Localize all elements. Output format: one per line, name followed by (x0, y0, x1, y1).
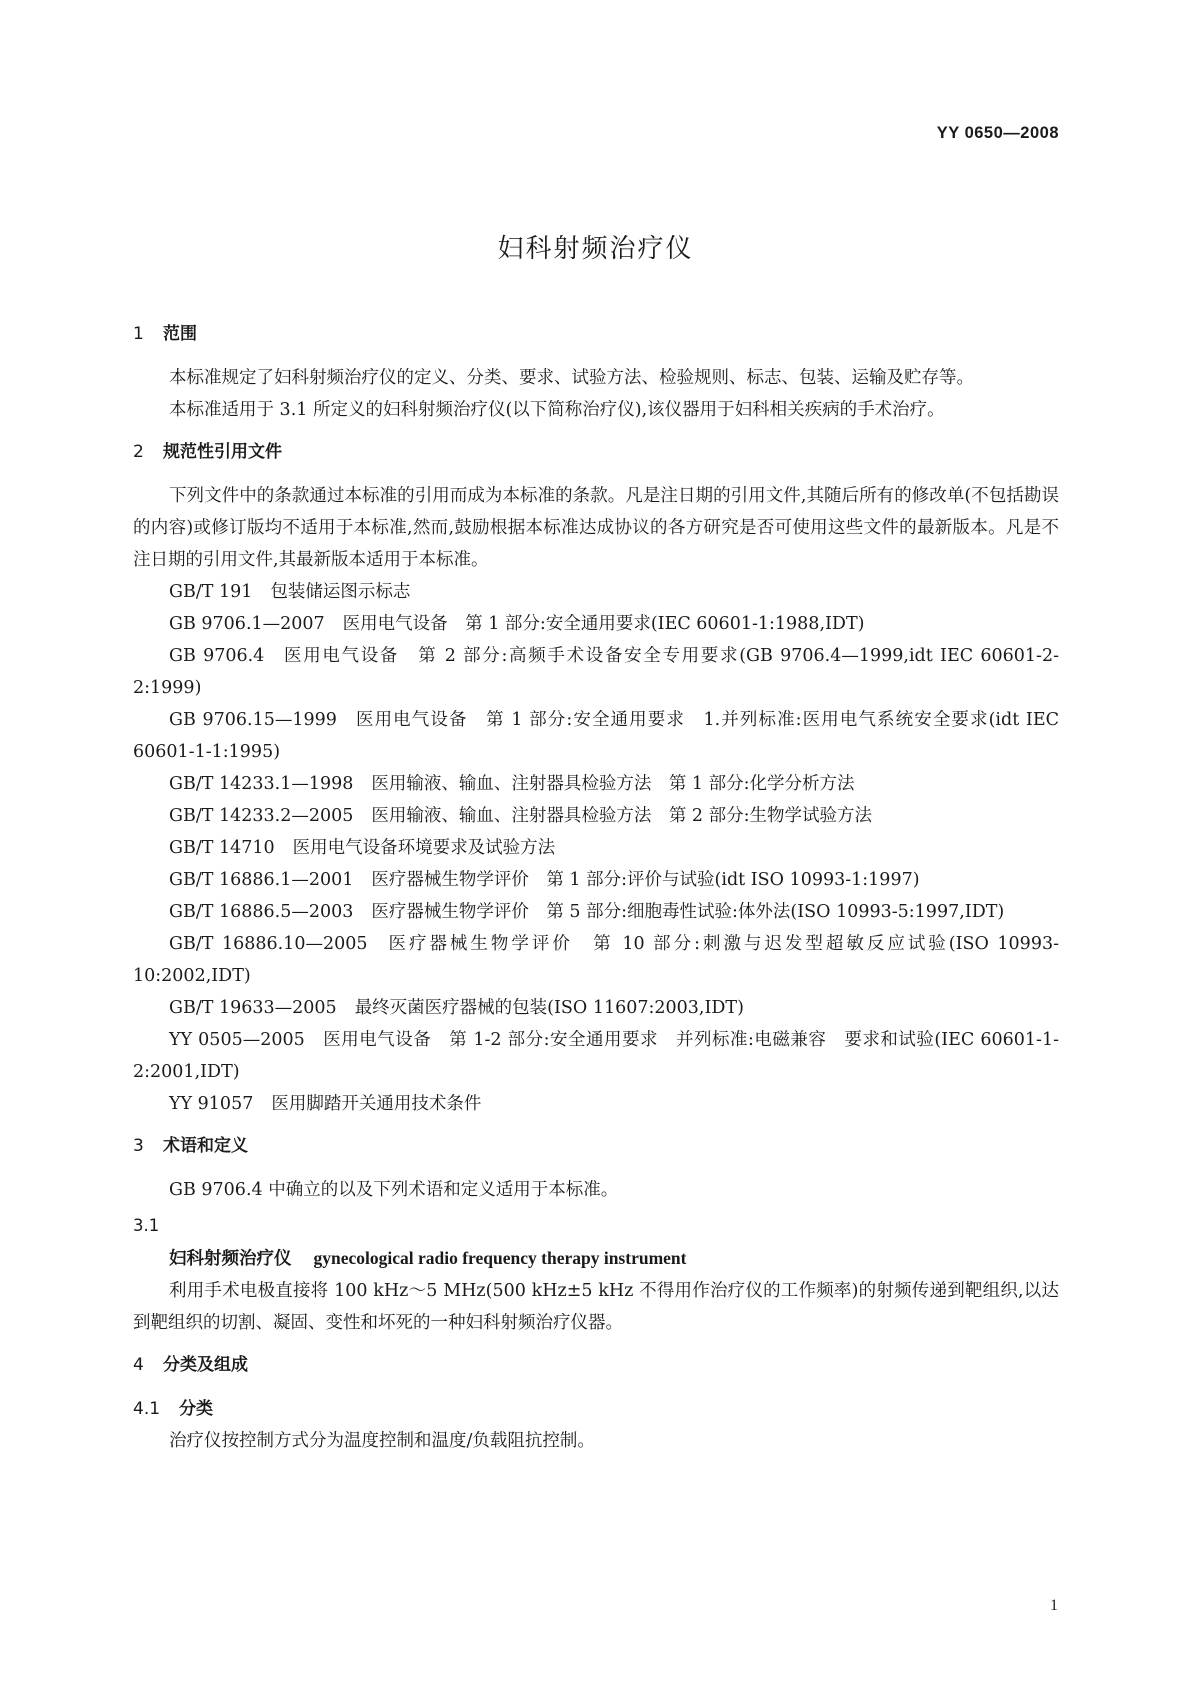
reference-item (133, 928, 1059, 992)
clause-number: 3.1 (133, 1216, 160, 1235)
paragraph: 本标准规定了妇科射频治疗仪的定义、分类、要求、试验方法、检验规则、标志、包装、运输及贮存等。 (169, 368, 974, 388)
reference-item (133, 992, 1059, 1024)
reference-title: 医用脚踏开关通用技术条件 (271, 1094, 482, 1114)
reference-title: 医疗器械生物学评价 第 1 部分:评价与试验(idt ISO 10993-1:1997) (371, 870, 920, 890)
section-number: 3 (133, 1136, 144, 1156)
reference-code: GB/T 14710 (169, 838, 275, 858)
reference-code: YY 91057 (169, 1094, 254, 1114)
term-definition: 利用手术电极直接将 100 kHz～5 MHz(500 kHz±5 kHz 不得用作治疗仪的工作频率)的射频传递到靶组织,以达到靶组织的切割、凝固、变性和坏死的一种妇科射频治疗仪器。 (133, 1281, 1059, 1333)
reference-code: GB/T 191 (169, 582, 253, 602)
paragraph: 下列文件中的条款通过本标准的引用而成为本标准的条款。凡是注日期的引用文件,其随后所有的修改单(不包括勘误的内容)或修订版均不适用于本标准,然而,鼓励根据本标准达成协议的各方研究是否可使用这些文件的最新版本。凡是不注日期的引用文件,其最新版本适用于本标准。 (133, 486, 1059, 570)
paragraph: 治疗仪按控制方式分为温度控制和温度/负载阻抗控制。 (169, 1431, 595, 1451)
reference-code: GB 9706.1—2007 (169, 614, 325, 634)
reference-title: 医用电气设备 第 1 部分:安全通用要求(IEC 60601-1:1988,IDT) (342, 614, 865, 634)
section-4-heading (133, 1349, 1059, 1381)
paragraph: GB 9706.4 中确立的以及下列术语和定义适用于本标准。 (169, 1180, 619, 1200)
reference-title: 医用电气设备 第 1 部分:安全通用要求 1.并列标准:医用电气系统安全要求(idt IEC 60601-1-1:1995) (133, 710, 1059, 762)
section-number: 1 (133, 324, 144, 344)
reference-title: 医疗器械生物学评价 第 5 部分:细胞毒性试验:体外法(ISO 10993-5:1997,IDT) (371, 902, 1005, 922)
reference-code: YY 0505—2005 (169, 1030, 305, 1050)
term-entry (133, 1242, 1059, 1275)
section-number: 2 (133, 442, 144, 462)
page-number: 1 (1050, 1597, 1058, 1614)
reference-code: GB/T 16886.5—2003 (169, 902, 354, 922)
reference-item (133, 896, 1059, 928)
reference-title: 医用输液、输血、注射器具检验方法 第 1 部分:化学分析方法 (371, 774, 855, 794)
document-body (133, 318, 1059, 1457)
section-title: 范围 (163, 324, 197, 344)
reference-title: 医用电气设备环境要求及试验方法 (292, 838, 556, 858)
section-2-heading (133, 436, 1059, 468)
reference-item (133, 576, 1059, 608)
subsection-title: 分类 (179, 1399, 213, 1419)
reference-title: 最终灭菌医疗器械的包装(ISO 11607:2003,IDT) (354, 998, 744, 1018)
section-title: 术语和定义 (163, 1136, 248, 1156)
reference-code: GB/T 16886.1—2001 (169, 870, 354, 890)
reference-item (133, 1024, 1059, 1088)
reference-code: GB/T 14233.1—1998 (169, 774, 354, 794)
reference-item (133, 832, 1059, 864)
reference-title: 医用输液、输血、注射器具检验方法 第 2 部分:生物学试验方法 (371, 806, 873, 826)
term-chinese: 妇科射频治疗仪 (169, 1249, 292, 1269)
reference-code: GB/T 16886.10—2005 (169, 934, 368, 954)
reference-item (133, 704, 1059, 768)
subsection-4-1-heading (133, 1393, 1059, 1425)
reference-item (133, 768, 1059, 800)
standard-number: YY 0650—2008 (936, 124, 1059, 142)
section-3-heading (133, 1130, 1059, 1162)
reference-item (133, 800, 1059, 832)
section-title: 分类及组成 (163, 1355, 248, 1375)
reference-item (133, 608, 1059, 640)
document-title: 妇科射频治疗仪 (497, 234, 694, 264)
section-title: 规范性引用文件 (163, 442, 282, 462)
section-number: 4 (133, 1355, 144, 1375)
paragraph: 本标准适用于 3.1 所定义的妇科射频治疗仪(以下简称治疗仪),该仪器用于妇科相关疾病的手术治疗。 (169, 400, 945, 420)
reference-item (133, 640, 1059, 704)
reference-list (133, 576, 1059, 1120)
reference-title: 医用电气设备 第 1-2 部分:安全通用要求 并列标准:电磁兼容 要求和试验(IEC 60601-1-2:2001,IDT) (133, 1030, 1059, 1082)
reference-item (133, 1088, 1059, 1120)
subsection-number: 4.1 (133, 1399, 161, 1419)
reference-code: GB 9706.15—1999 (169, 710, 337, 730)
section-1-heading (133, 318, 1059, 350)
term-english: gynecological radio frequency therapy instrument (313, 1248, 687, 1268)
reference-title: 包装储运图示标志 (270, 582, 411, 602)
reference-item (133, 864, 1059, 896)
reference-title: 医用电气设备 第 2 部分:高频手术设备安全专用要求(GB 9706.4—1999,idt IEC 60601-2-2:1999) (133, 646, 1059, 698)
reference-code: GB/T 14233.2—2005 (169, 806, 354, 826)
reference-code: GB/T 19633—2005 (169, 998, 337, 1018)
reference-title: 医疗器械生物学评价 第 10 部分:刺激与迟发型超敏反应试验(ISO 10993-10:2002,IDT) (133, 934, 1059, 986)
reference-code: GB 9706.4 (169, 646, 265, 666)
